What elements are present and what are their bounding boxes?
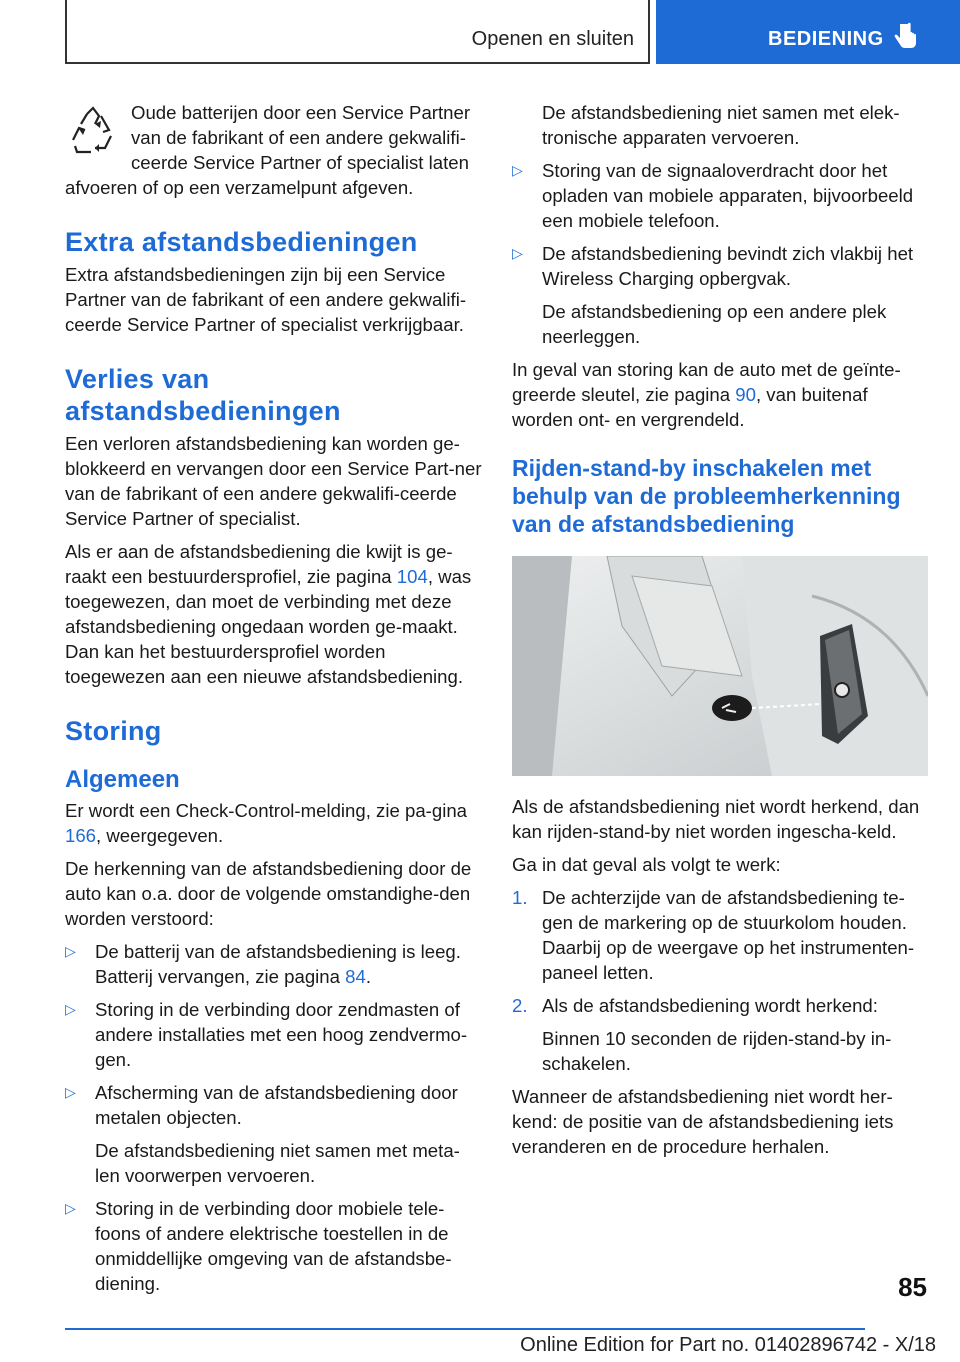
list-item: ▷ De batterij van de afstandsbediening is leeg. Batterij vervangen, zie pagina 84. <box>65 941 461 987</box>
paragraph-loss-1: Een verloren afstandsbediening kan worden ge-blokkeerd en vervangen door een Service Part-ner van de fabrikant of een andere gekwalifi-ceerde Service Partner of specialist. <box>65 433 482 529</box>
page-link-84[interactable]: 84 <box>345 966 366 987</box>
header-section-title: Openen en sluiten <box>471 28 634 50</box>
header-section-box <box>65 0 650 64</box>
triangle-bullet-icon: ▷ <box>65 1200 76 1216</box>
list-item: ▷ Afscherming van de afstandsbediening door metalen objecten. <box>65 1082 458 1128</box>
page-link-90[interactable]: 90 <box>735 384 756 405</box>
triangle-bullet-icon: ▷ <box>512 162 523 178</box>
paragraph-extra-remotes: Extra afstandsbedieningen zijn bij een Service Partner van de fabrikant of een andere gekwalifi-ceerde Service Partner of specialist verkrijgbaar. <box>65 264 467 335</box>
triangle-bullet-icon: ▷ <box>65 1001 76 1017</box>
header-tab-label: BEDIENING <box>768 28 884 50</box>
list-item-note: De afstandsbediening niet samen met elek-tronische apparaten vervoeren. <box>542 102 900 148</box>
heading-storing: Storing <box>65 716 162 746</box>
heading-rijden-standby: Rijden-stand-by inschakelen met behulp van de probleemherkenning van de afstandsbediening <box>512 455 901 537</box>
numbered-step: 1. De achterzijde van de afstandsbediening te-gen de markering op de stuurkolom houden. Daarbij op de weergave op het instrumenten-paneel letten. <box>512 887 915 983</box>
left-column <box>65 100 483 1304</box>
page-link-166[interactable]: 166 <box>65 825 97 846</box>
list-item: ▷ Storing van de signaaloverdracht door het opladen van mobiele apparaten, bijvoorbeeld een mobiele telefoon. <box>512 160 914 231</box>
step-number: 2. <box>512 995 528 1016</box>
page-number: 85 <box>898 1272 927 1302</box>
paragraph-algemeen-2: De herkenning van de afstandsbediening door de auto kan o.a. door de volgende omstandighe-den worden verstoord: <box>65 858 472 929</box>
page-link-104[interactable]: 104 <box>396 566 428 587</box>
recycle-text: Oude batterijen door een Service Partner van de fabrikant of een andere gekwalifi-ceerde Service Partner of specialist laten afvoeren of op een verzamelpunt afgeven. <box>65 102 471 198</box>
numbered-step: 2. Als de afstandsbediening wordt herkend: <box>512 995 878 1016</box>
list-item-note: De afstandsbediening op een andere plek neerleggen. <box>542 301 887 347</box>
triangle-bullet-icon: ▷ <box>512 245 523 261</box>
triangle-bullet-icon: ▷ <box>65 1084 76 1100</box>
steering-column-illustration <box>512 556 928 776</box>
header-tab[interactable] <box>656 0 960 64</box>
recycle-note <box>65 100 483 200</box>
heading-algemeen: Algemeen <box>65 766 180 793</box>
right-column <box>512 100 930 1167</box>
paragraph-retry: Wanneer de afstandsbediening niet wordt her-kend: de positie van de afstandsbediening iets veranderen en de procedure herhalen. <box>512 1086 894 1157</box>
list-item: ▷ De afstandsbediening bevindt zich vlakbij het Wireless Charging opbergvak. <box>512 243 914 289</box>
list-item-note: De afstandsbediening niet samen met meta-len voorwerpen vervoeren. <box>95 1140 460 1186</box>
footer-divider <box>65 1328 865 1330</box>
numbered-step-note: Binnen 10 seconden de rijden-stand-by in-schakelen. <box>542 1028 892 1074</box>
steering-column-photo <box>512 556 928 776</box>
list-item: ▷ Storing in de verbinding door zendmasten of andere installaties met een hoog zendvermo-gen. <box>65 999 468 1070</box>
paragraph-procedure: Ga in dat geval als volgt te werk: <box>512 854 781 875</box>
heading-loss-remotes: Verlies van afstandsbedieningen <box>65 364 341 426</box>
list-item: ▷ Storing in de verbinding door mobiele tele-foons of andere elektrische toestellen in de onmiddellijke omgeving van de afstandsbe-diening. <box>65 1198 452 1294</box>
paragraph-not-recognized: Als de afstandsbediening niet wordt herkend, dan kan rijden-stand-by niet worden ingescha-keld. <box>512 796 920 842</box>
heading-extra-remotes: Extra afstandsbedieningen <box>65 227 418 257</box>
footer-edition: Online Edition for Part no. 01402896742 - X/18 <box>520 1334 936 1356</box>
triangle-bullet-icon: ▷ <box>65 943 76 959</box>
paragraph-storing-key: In geval van storing kan de auto met de geïnte-greerde sleutel, zie pagina 90, van buitenaf worden ont- en vergrendeld. <box>512 359 901 430</box>
paragraph-loss-2: Als er aan de afstandsbediening die kwijt is ge-raakt een bestuurdersprofiel, zie pagina 104, was toegewezen, dan moet de verbinding met deze afstandsbediening ongedaan worden ge-maakt. Dan kan het bestuurdersprofiel worden toegewezen aan een nieuwe afstandsbediening. <box>65 541 472 687</box>
hand-pointer-icon <box>894 22 918 52</box>
paragraph-algemeen-1: Er wordt een Check-Control-melding, zie pa-gina 166, weergegeven. <box>65 800 468 846</box>
step-number: 1. <box>512 887 528 908</box>
recycle-icon <box>65 104 121 160</box>
